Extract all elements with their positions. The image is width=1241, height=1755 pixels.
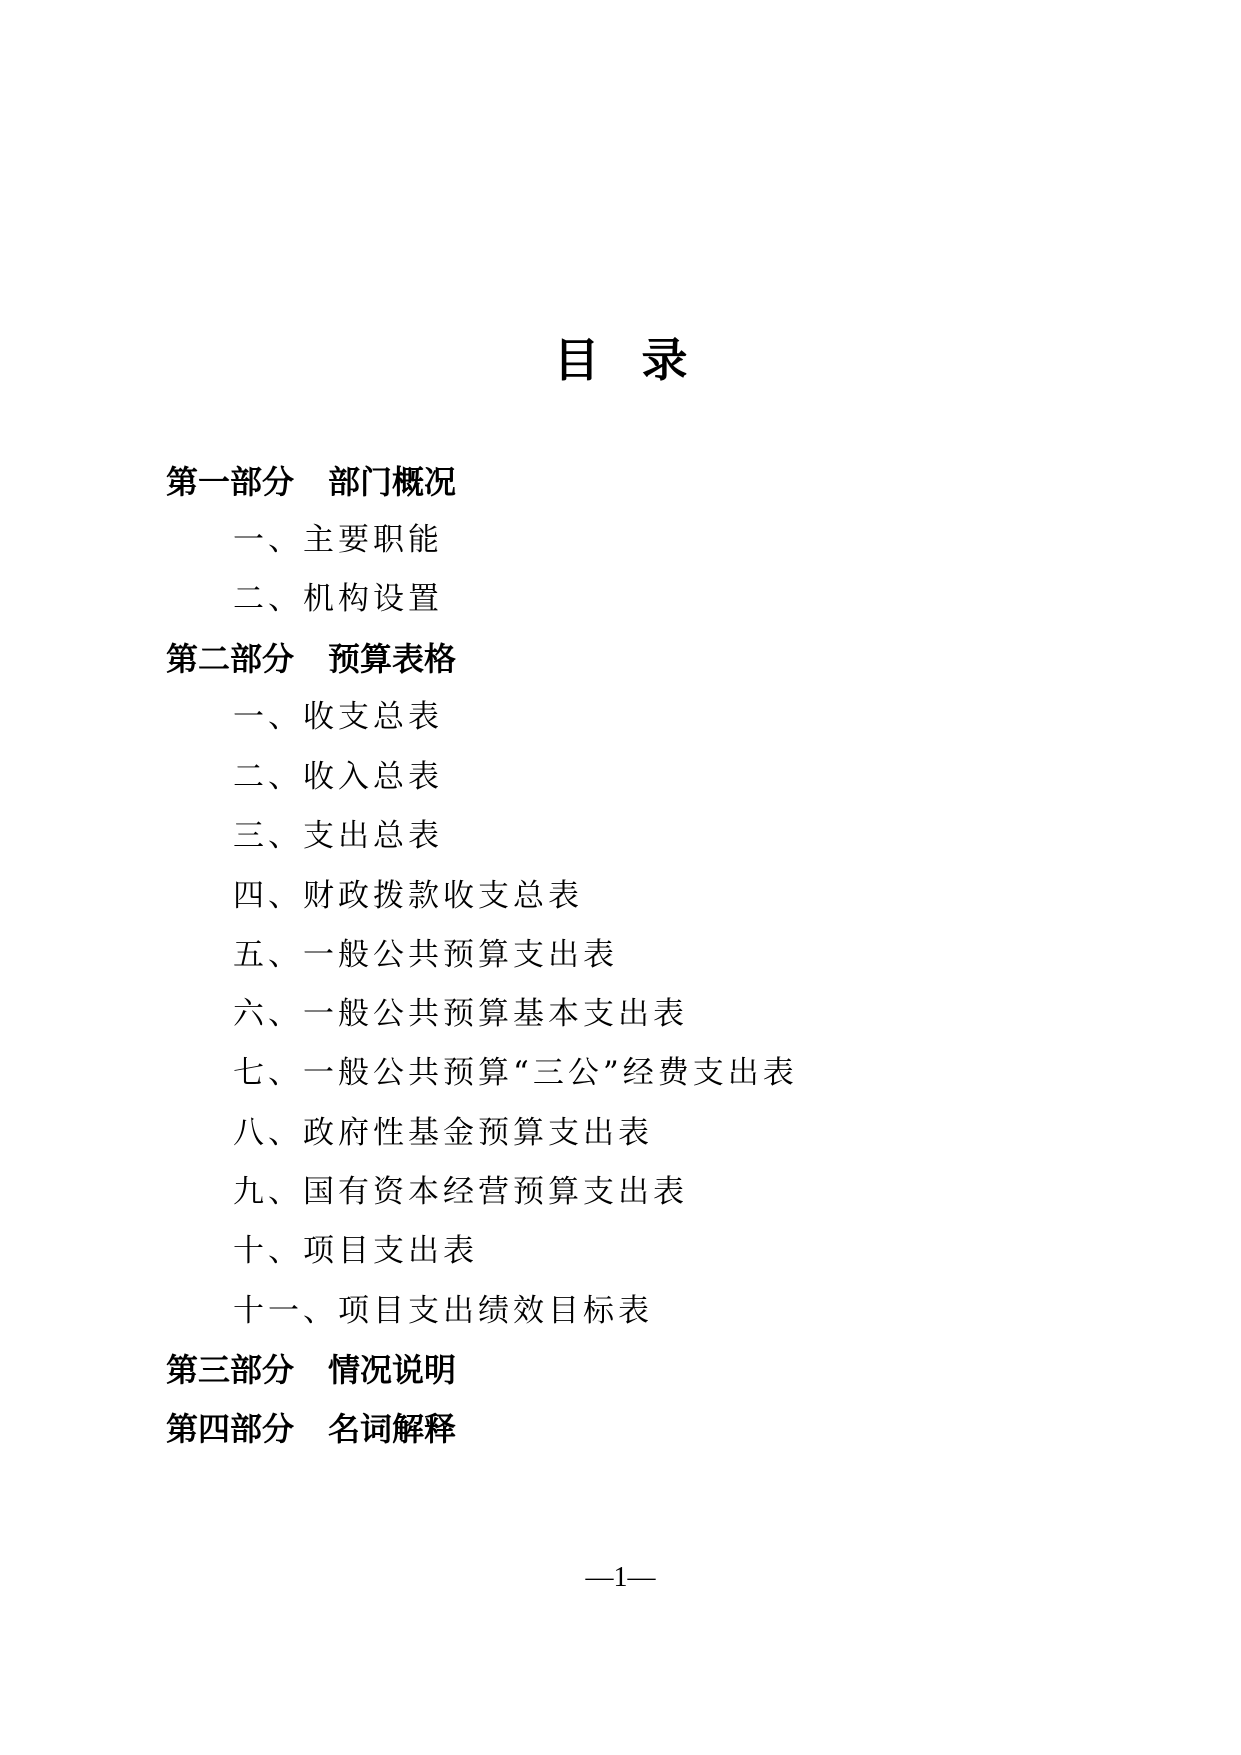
toc-part-number: 第四部分 — [166, 1410, 295, 1448]
toc-part-number: 第一部分 — [166, 463, 295, 501]
toc-item[interactable]: 三、支出总表 — [233, 818, 443, 854]
toc-item[interactable]: 六、一般公共预算基本支出表 — [233, 996, 688, 1032]
page-number: —1— — [585, 1562, 656, 1593]
toc-part-title: 情况说明 — [328, 1351, 457, 1389]
toc-part-number: 第三部分 — [166, 1351, 295, 1389]
toc-part-3[interactable] — [166, 1350, 456, 1390]
toc-item[interactable]: 八、政府性基金预算支出表 — [233, 1115, 653, 1151]
toc-part-title: 预算表格 — [328, 640, 457, 678]
toc-part-1[interactable] — [166, 462, 456, 502]
toc-part-title: 名词解释 — [328, 1410, 457, 1448]
toc-part-title: 部门概况 — [328, 463, 457, 501]
toc-title: 目录 — [553, 333, 730, 387]
toc-item[interactable]: 四、财政拨款收支总表 — [233, 878, 583, 914]
toc-part-4[interactable] — [166, 1409, 456, 1449]
toc-item[interactable]: 一、收支总表 — [233, 699, 443, 735]
toc-item[interactable]: 一、主要职能 — [233, 522, 443, 558]
toc-item[interactable]: 二、收入总表 — [233, 759, 443, 795]
toc-item[interactable]: 十一、项目支出绩效目标表 — [233, 1293, 653, 1329]
toc-part-number: 第二部分 — [166, 640, 295, 678]
toc-item[interactable]: 五、一般公共预算支出表 — [233, 937, 618, 973]
toc-part-2[interactable] — [166, 639, 456, 679]
toc-item[interactable]: 二、机构设置 — [233, 581, 443, 617]
toc-item[interactable]: 十、项目支出表 — [233, 1233, 478, 1269]
toc-item[interactable]: 七、一般公共预算“三公”经费支出表 — [233, 1055, 798, 1091]
toc-item[interactable]: 九、国有资本经营预算支出表 — [233, 1174, 688, 1210]
